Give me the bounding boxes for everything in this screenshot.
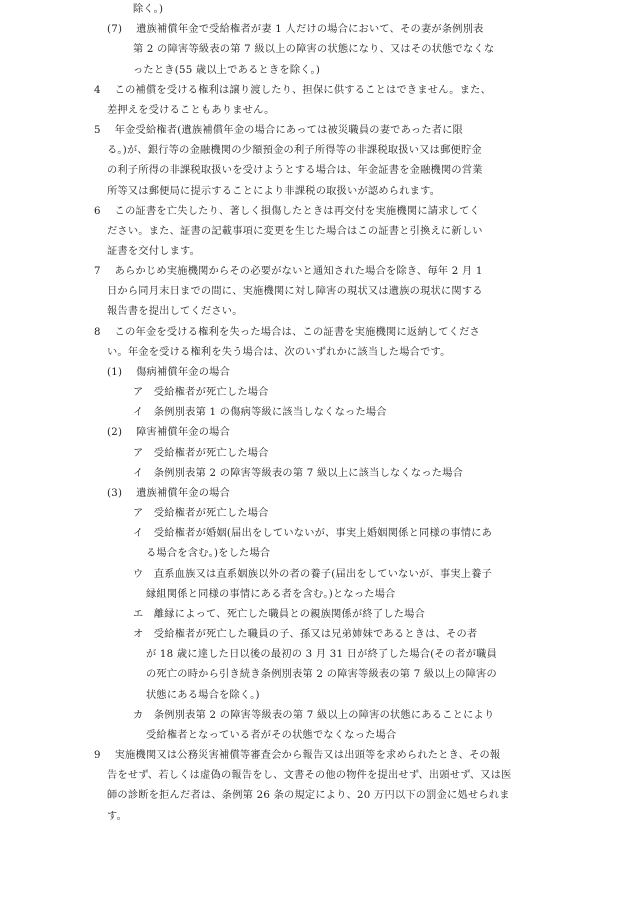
text-line: ア 受給権者が死亡した場合	[133, 387, 269, 398]
text-line: 除く。)	[133, 4, 164, 15]
text-line: 告をせず、若しくは虚偽の報告をし、文書その他の物件を提出せず、出頭せず、又は医	[107, 770, 512, 781]
text-line: ア 受給権者が死亡した場合	[133, 448, 269, 459]
text-line: (7) 遺族補償年金で受給権者が妻 1 人だけの場合において、その妻が条例別表	[107, 24, 484, 35]
text-line: 受給権者となっている者がその状態でなくなった場合	[146, 730, 397, 741]
text-line: い。年金を受ける権利を失う場合は、次のいずれかに該当した場合です。	[107, 347, 451, 358]
text-line: 報告書を提出してください。	[107, 306, 243, 317]
text-line: 日から同月末日までの間に、実施機関に対し障害の現状又は遺族の現状に関する	[107, 286, 483, 297]
text-line: ったとき(55 歳以上であるときを除く。)	[133, 65, 321, 76]
text-line: が 18 歳に達した日以後の最初の 3 月 31 日が終了した場合(その者が職員	[146, 649, 498, 660]
text-line: る場合を含む。)をした場合	[146, 548, 271, 559]
text-line: ア 受給権者が死亡した場合	[133, 508, 269, 519]
text-line: 所等又は郵便局に提示することにより非課税の取扱いが認められます。	[107, 186, 441, 197]
text-line: イ 受給権者が婚姻(届出をしていないが、事実上婚姻関係と同様の事情にあ	[133, 528, 493, 539]
text-line: 状態にある場合を除く。)	[146, 690, 260, 701]
text-line: 9 実施機関又は公務災害補償等審査会から報告又は出頭等を求められたとき、その報	[94, 750, 501, 761]
text-line: 5 年金受給権者(遺族補償年金の場合にあっては被災職員の妻であった者に限	[94, 125, 464, 136]
text-line: の利子所得の非課税取扱いを受けようとする場合は、年金証書を金融機関の営業	[107, 165, 483, 176]
text-line: 証書を交付します。	[107, 246, 201, 257]
text-line: ださい。また、証書の記載事項に変更を生じた場合はこの証書と引換えに新しい	[107, 226, 483, 237]
text-line: 縁組関係と同様の事情にある者を含む。)となった場合	[146, 589, 396, 600]
text-line: (2) 障害補償年金の場合	[107, 427, 231, 438]
text-line: 第 2 の障害等級表の第 7 級以上の障害の状態になり、又はその状態でなくな	[133, 44, 495, 55]
text-line: イ 条例別表第 1 の傷病等級に該当しなくなった場合	[133, 407, 387, 418]
text-line: 4 この補償を受ける権利は譲り渡したり、担保に供することはできません。また、	[94, 85, 492, 96]
text-line: カ 条例別表第 2 の障害等級表の第 7 級以上の障害の状態にあることにより	[133, 710, 495, 721]
text-line: 師の診断を拒んだ者は、条例第 26 条の規定により、20 万円以下の罰金に処せられま	[107, 790, 510, 801]
text-line: オ 受給権者が死亡した職員の子、孫又は兄弟姉妹であるときは、その者	[133, 629, 478, 640]
text-line: エ 離縁によって、死亡した職員との親族関係が終了した場合	[133, 609, 426, 620]
text-line: ウ 直系血族又は直系姻族以外の者の養子(届出をしていないが、事実上養子	[133, 569, 493, 580]
text-line: 6 この証書を亡失したり、著しく損傷したときは再交付を実施機関に請求してく	[94, 206, 480, 217]
text-line: イ 条例別表第 2 の障害等級表の第 7 級以上に該当しなくなった場合	[133, 468, 464, 479]
text-line: (1) 傷病補償年金の場合	[107, 367, 231, 378]
text-line: る。)が、銀行等の金融機関の少額預金の利子所得等の非課税取扱い又は郵便貯金	[107, 145, 482, 156]
text-line: 7 あらかじめ実施機関からその必要がないと通知された場合を除き、毎年 2 月 1	[94, 266, 483, 277]
text-line: 8 この年金を受ける権利を失った場合は、この証書を実施機関に返納してくださ	[94, 327, 480, 338]
text-line: の死亡の時から引き続き条例別表第 2 の障害等級表の第 7 級以上の障害の	[146, 669, 497, 680]
text-line: (3) 遺族補償年金の場合	[107, 488, 231, 499]
text-line: す。	[107, 811, 128, 822]
text-line: 差押えを受けることもありません。	[107, 105, 275, 116]
